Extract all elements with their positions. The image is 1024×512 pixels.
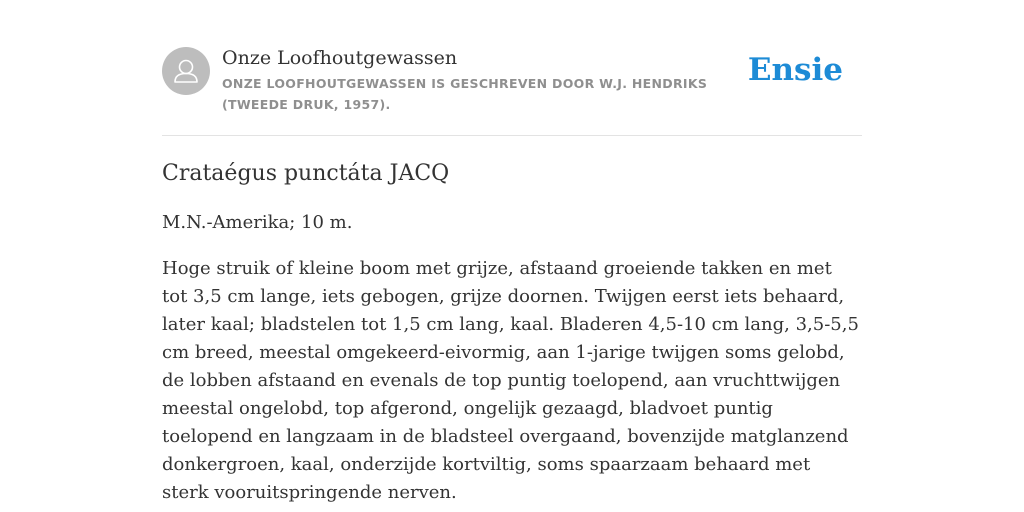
entry-title: Crataégus punctáta JACQ <box>162 161 450 186</box>
entry-content <box>162 157 862 507</box>
source-description: ONZE LOOFHOUTGEWASSEN IS GESCHREVEN DOOR W.J. HENDRIKS (TWEEDE DRUK, 1957). <box>222 76 708 112</box>
source-title[interactable]: Onze Loofhoutgewassen <box>222 47 458 69</box>
brand-logo[interactable]: Ensie <box>747 52 843 88</box>
entry-paragraph: Hoge struik of kleine boom met grijze, afstaand groeiende takken en met tot 3,5 cm lange, iets gebogen, grijze doornen. Twijgen eerst iets behaard, later kaal; bladstelen tot 1,5 cm lang, kaal. Bladeren 4,5-10 cm lang, 3,5-5,5 cm breed, meestal omgekeerd-eivormig, aan 1-jarige twijgen soms gelobd, de lobben afstaand en evenals de top puntig toelopend, aan vruchttwijgen meestal ongelobd, top afgerond, ongelijk gezaagd, bladvoet puntig toelopend en langzaam in de bladsteel overgaand, bovenzijde matglanzend donkergroen, kaal, onderzijde kortviltig, soms spaarzaam behaard met sterk vooruitspringende nerven. <box>162 258 859 503</box>
source-header <box>162 44 862 136</box>
entry-paragraph: M.N.-Amerika; 10 m. <box>162 212 353 233</box>
user-avatar-icon[interactable] <box>162 47 210 95</box>
